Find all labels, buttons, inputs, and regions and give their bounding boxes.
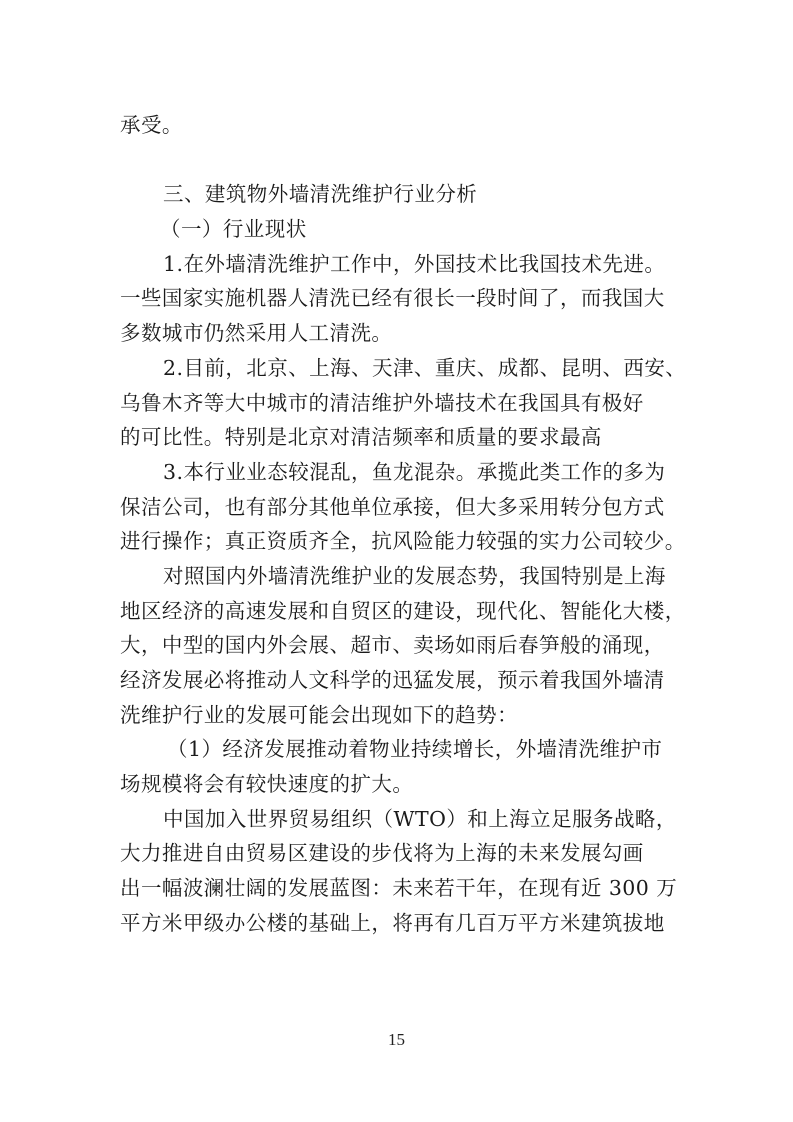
paragraph-6-line-4: 平方米甲级办公楼的基础上，将再有几百万平方米建筑拔地 <box>120 910 665 935</box>
paragraph-3-line-1: 3.本行业业态较混乱，鱼龙混杂。承揽此类工作的多为 <box>163 459 666 484</box>
paragraph-1-line-2: 一些国家实施机器人清洗已经有很长一段时间了，而我国大 <box>120 286 665 311</box>
paragraph-1-line-3: 多数城市仍然采用人工清洗。 <box>120 321 393 346</box>
paragraph-6-line-2: 大力推进自由贸易区建设的步伐将为上海的未来发展勾画 <box>120 841 644 866</box>
paragraph-6-line-1: 中国加入世界贸易组织（WTO）和上海立足服务战略， <box>163 806 677 831</box>
paragraph-2-line-1: 2.目前，北京、上海、天津、重庆、成都、昆明、西安、 <box>163 355 687 380</box>
document-body <box>120 108 687 941</box>
section-heading: 三、建筑物外墙清洗维护行业分析 <box>163 182 478 207</box>
paragraph-6-line-3: 出一幅波澜壮阔的发展蓝图：未来若干年，在现有近 300 万 <box>120 876 678 901</box>
paragraph-4-line-4: 经济发展必将推动人文科学的迅猛发展，预示着我国外墙清 <box>120 668 665 692</box>
subsection-heading: （一）行业现状 <box>160 217 307 242</box>
paragraph-4-line-1: 对照国内外墙清洗维护业的发展态势，我国特别是上海 <box>163 563 666 588</box>
paragraph-5-line-1: （1）经济发展推动着物业持续增长，外墙清洗维护市 <box>167 737 663 762</box>
paragraph-continuation: 承受。 <box>120 113 183 137</box>
paragraph-3-line-3: 进行操作；真正资质齐全，抗风险能力较强的实力公司较少。 <box>120 529 686 554</box>
paragraph-5-line-2: 场规模将会有较快速度的扩大。 <box>120 772 414 797</box>
page-number: 15 <box>388 1030 405 1049</box>
paragraph-1-line-1: 1.在外墙清洗维护工作中，外国技术比我国技术先进。 <box>163 251 666 276</box>
blank-line <box>120 143 676 178</box>
paragraph-4-line-5: 洗维护行业的发展可能会出现如下的趋势： <box>120 702 519 727</box>
paragraph-4-line-2: 地区经济的高速发展和自贸区的建设，现代化、智能化大楼， <box>120 598 686 623</box>
paragraph-3-line-2: 保洁公司，也有部分其他单位承接，但大多采用转分包方式 <box>120 494 665 519</box>
paragraph-4-line-3: 大，中型的国内外会展、超市、卖场如雨后春笋般的涌现， <box>120 633 665 658</box>
paragraph-2-line-2: 乌鲁木齐等大中城市的清洁维护外墙技术在我国具有极好 <box>120 390 644 415</box>
paragraph-2-line-3: 的可比性。特别是北京对清洁频率和质量的要求最高 <box>120 425 602 450</box>
